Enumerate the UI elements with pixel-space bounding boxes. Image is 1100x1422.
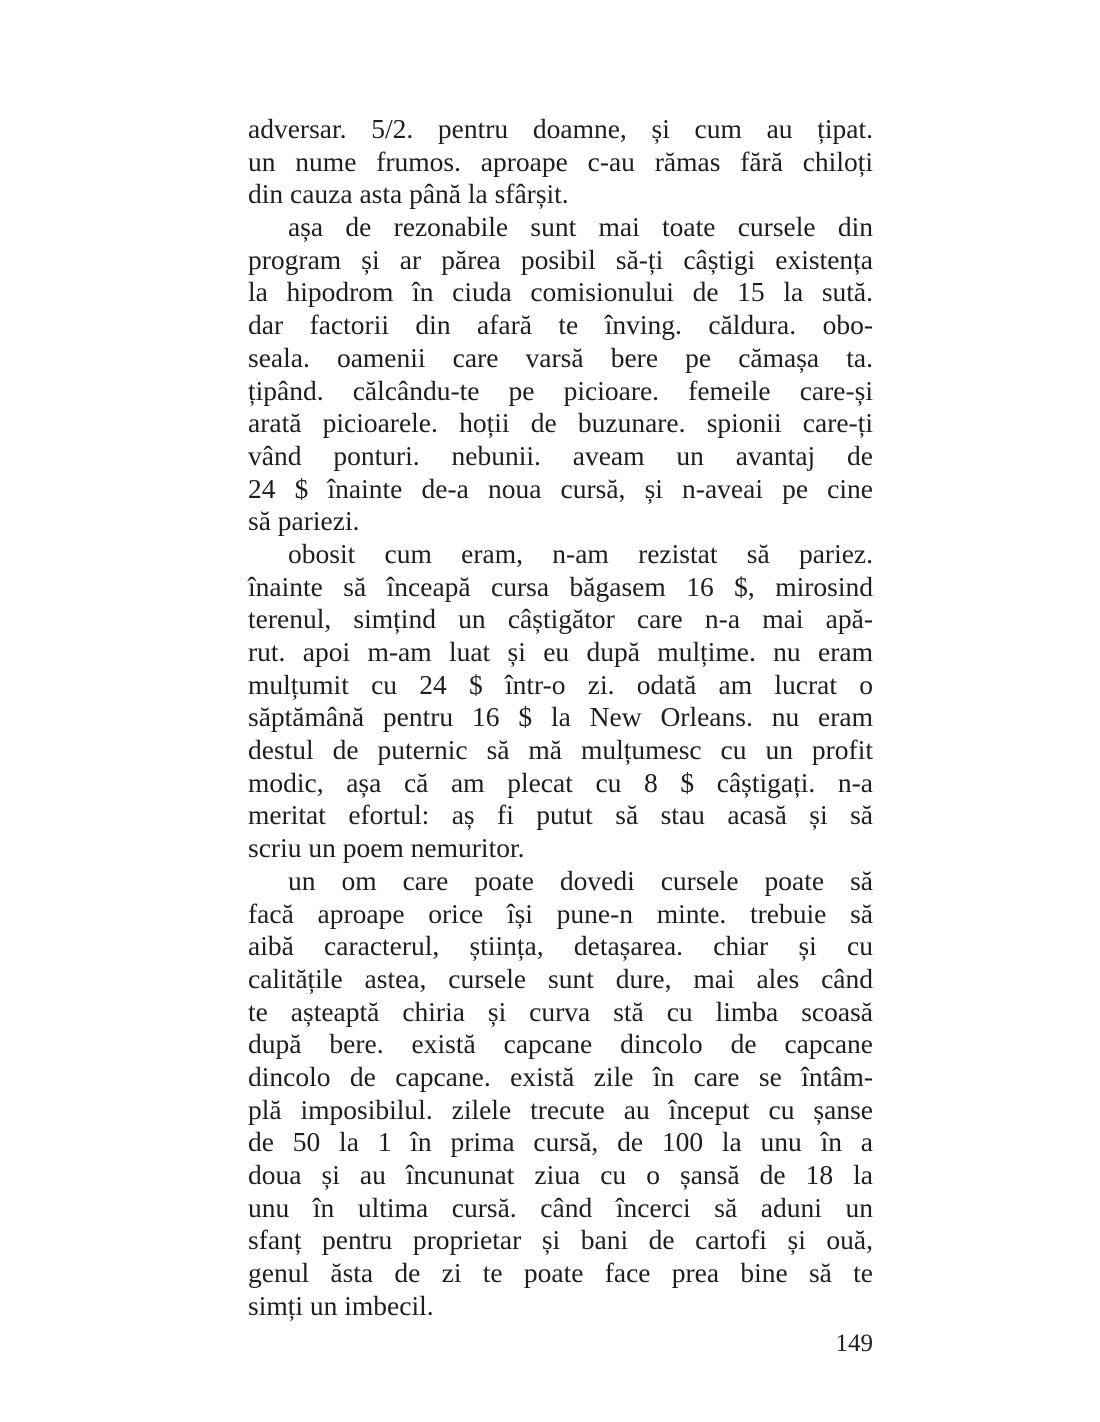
text-line: să pariezi. — [248, 505, 360, 537]
text-line: plă imposibilul. zilele trecute au început cu șanse — [248, 1093, 873, 1125]
text-line: simți un imbecil. — [248, 1289, 434, 1321]
text-line: modic, așa că am plecat cu 8 $ câștigați. n-a — [248, 766, 873, 798]
text-line: arată picioarele. hoții de buzunare. spionii care-ți — [248, 407, 873, 439]
text-line: terenul, simțind un câștigător care n-a mai apă- — [248, 603, 873, 635]
text-line: meritat efortul: aș fi putut să stau acasă și să — [248, 799, 873, 831]
text-line: un om care poate dovedi cursele poate să — [288, 864, 873, 896]
text-line: mulțumit cu 24 $ într-o zi. odată am lucrat o — [248, 668, 873, 700]
text-line: înainte să înceapă cursa băgasem 16 $, mirosind — [248, 570, 873, 602]
text-line: 24 $ înainte de-a noua cursă, și n-aveai pe cine — [248, 472, 873, 504]
text-line: te așteaptă chiria și curva stă cu limba scoasă — [248, 995, 873, 1027]
text-line: seala. oamenii care varsă bere pe cămașa ta. — [248, 341, 873, 373]
text-line: după bere. există capcane dincolo de capcane — [248, 1028, 873, 1060]
text-line: sfanț pentru proprietar și bani de cartofi și ouă, — [248, 1224, 873, 1256]
text-line: dar factorii din afară te înving. căldura. obo- — [248, 309, 873, 341]
text-line: doua și au încununat ziua cu o șansă de 18 la — [248, 1159, 873, 1190]
text-line: destul de puternic să mă mulțumesc cu un profit — [248, 734, 873, 766]
text-line: rut. apoi m-am luat și eu după mulțime. nu eram — [248, 636, 873, 667]
text-line: program și ar părea posibil să-ți câștigi existența — [248, 243, 873, 275]
text-line: săptămână pentru 16 $ la New Orleans. nu eram — [248, 701, 873, 733]
text-line: un nume frumos. aproape c-au rămas fără chiloți — [248, 145, 873, 177]
text-line: adversar. 5/2. pentru doamne, și cum au țipat. — [248, 113, 873, 144]
text-line: genul ăsta de zi te poate face prea bine să te — [248, 1257, 873, 1289]
text-line: unu în ultima cursă. când încerci să aduni un — [248, 1191, 873, 1223]
text-line: obosit cum eram, n-am rezistat să pariez. — [288, 537, 873, 569]
text-line: vând ponturi. nebunii. aveam un avantaj de — [248, 439, 873, 471]
page-number: 149 — [835, 1330, 873, 1357]
text-line: scriu un poem nemuritor. — [248, 832, 525, 864]
text-line: țipând. călcându-te pe picioare. femeile care-și — [248, 374, 873, 406]
body-text — [248, 113, 873, 1322]
text-line: aibă caracterul, știința, detașarea. chiar și cu — [248, 930, 873, 962]
text-line: la hipodrom în ciuda comisionului de 15 la sută. — [248, 276, 873, 308]
text-line: calitățile astea, cursele sunt dure, mai ales când — [248, 962, 873, 994]
text-line: de 50 la 1 în prima cursă, de 100 la unu în a — [248, 1126, 873, 1158]
text-line: dincolo de capcane. există zile în care se întâm- — [248, 1060, 873, 1092]
text-line: facă aproape orice își pune-n minte. trebuie să — [248, 897, 873, 929]
text-line: din cauza asta până la sfârșit. — [248, 178, 569, 210]
text-line: așa de rezonabile sunt mai toate cursele din — [288, 211, 873, 243]
